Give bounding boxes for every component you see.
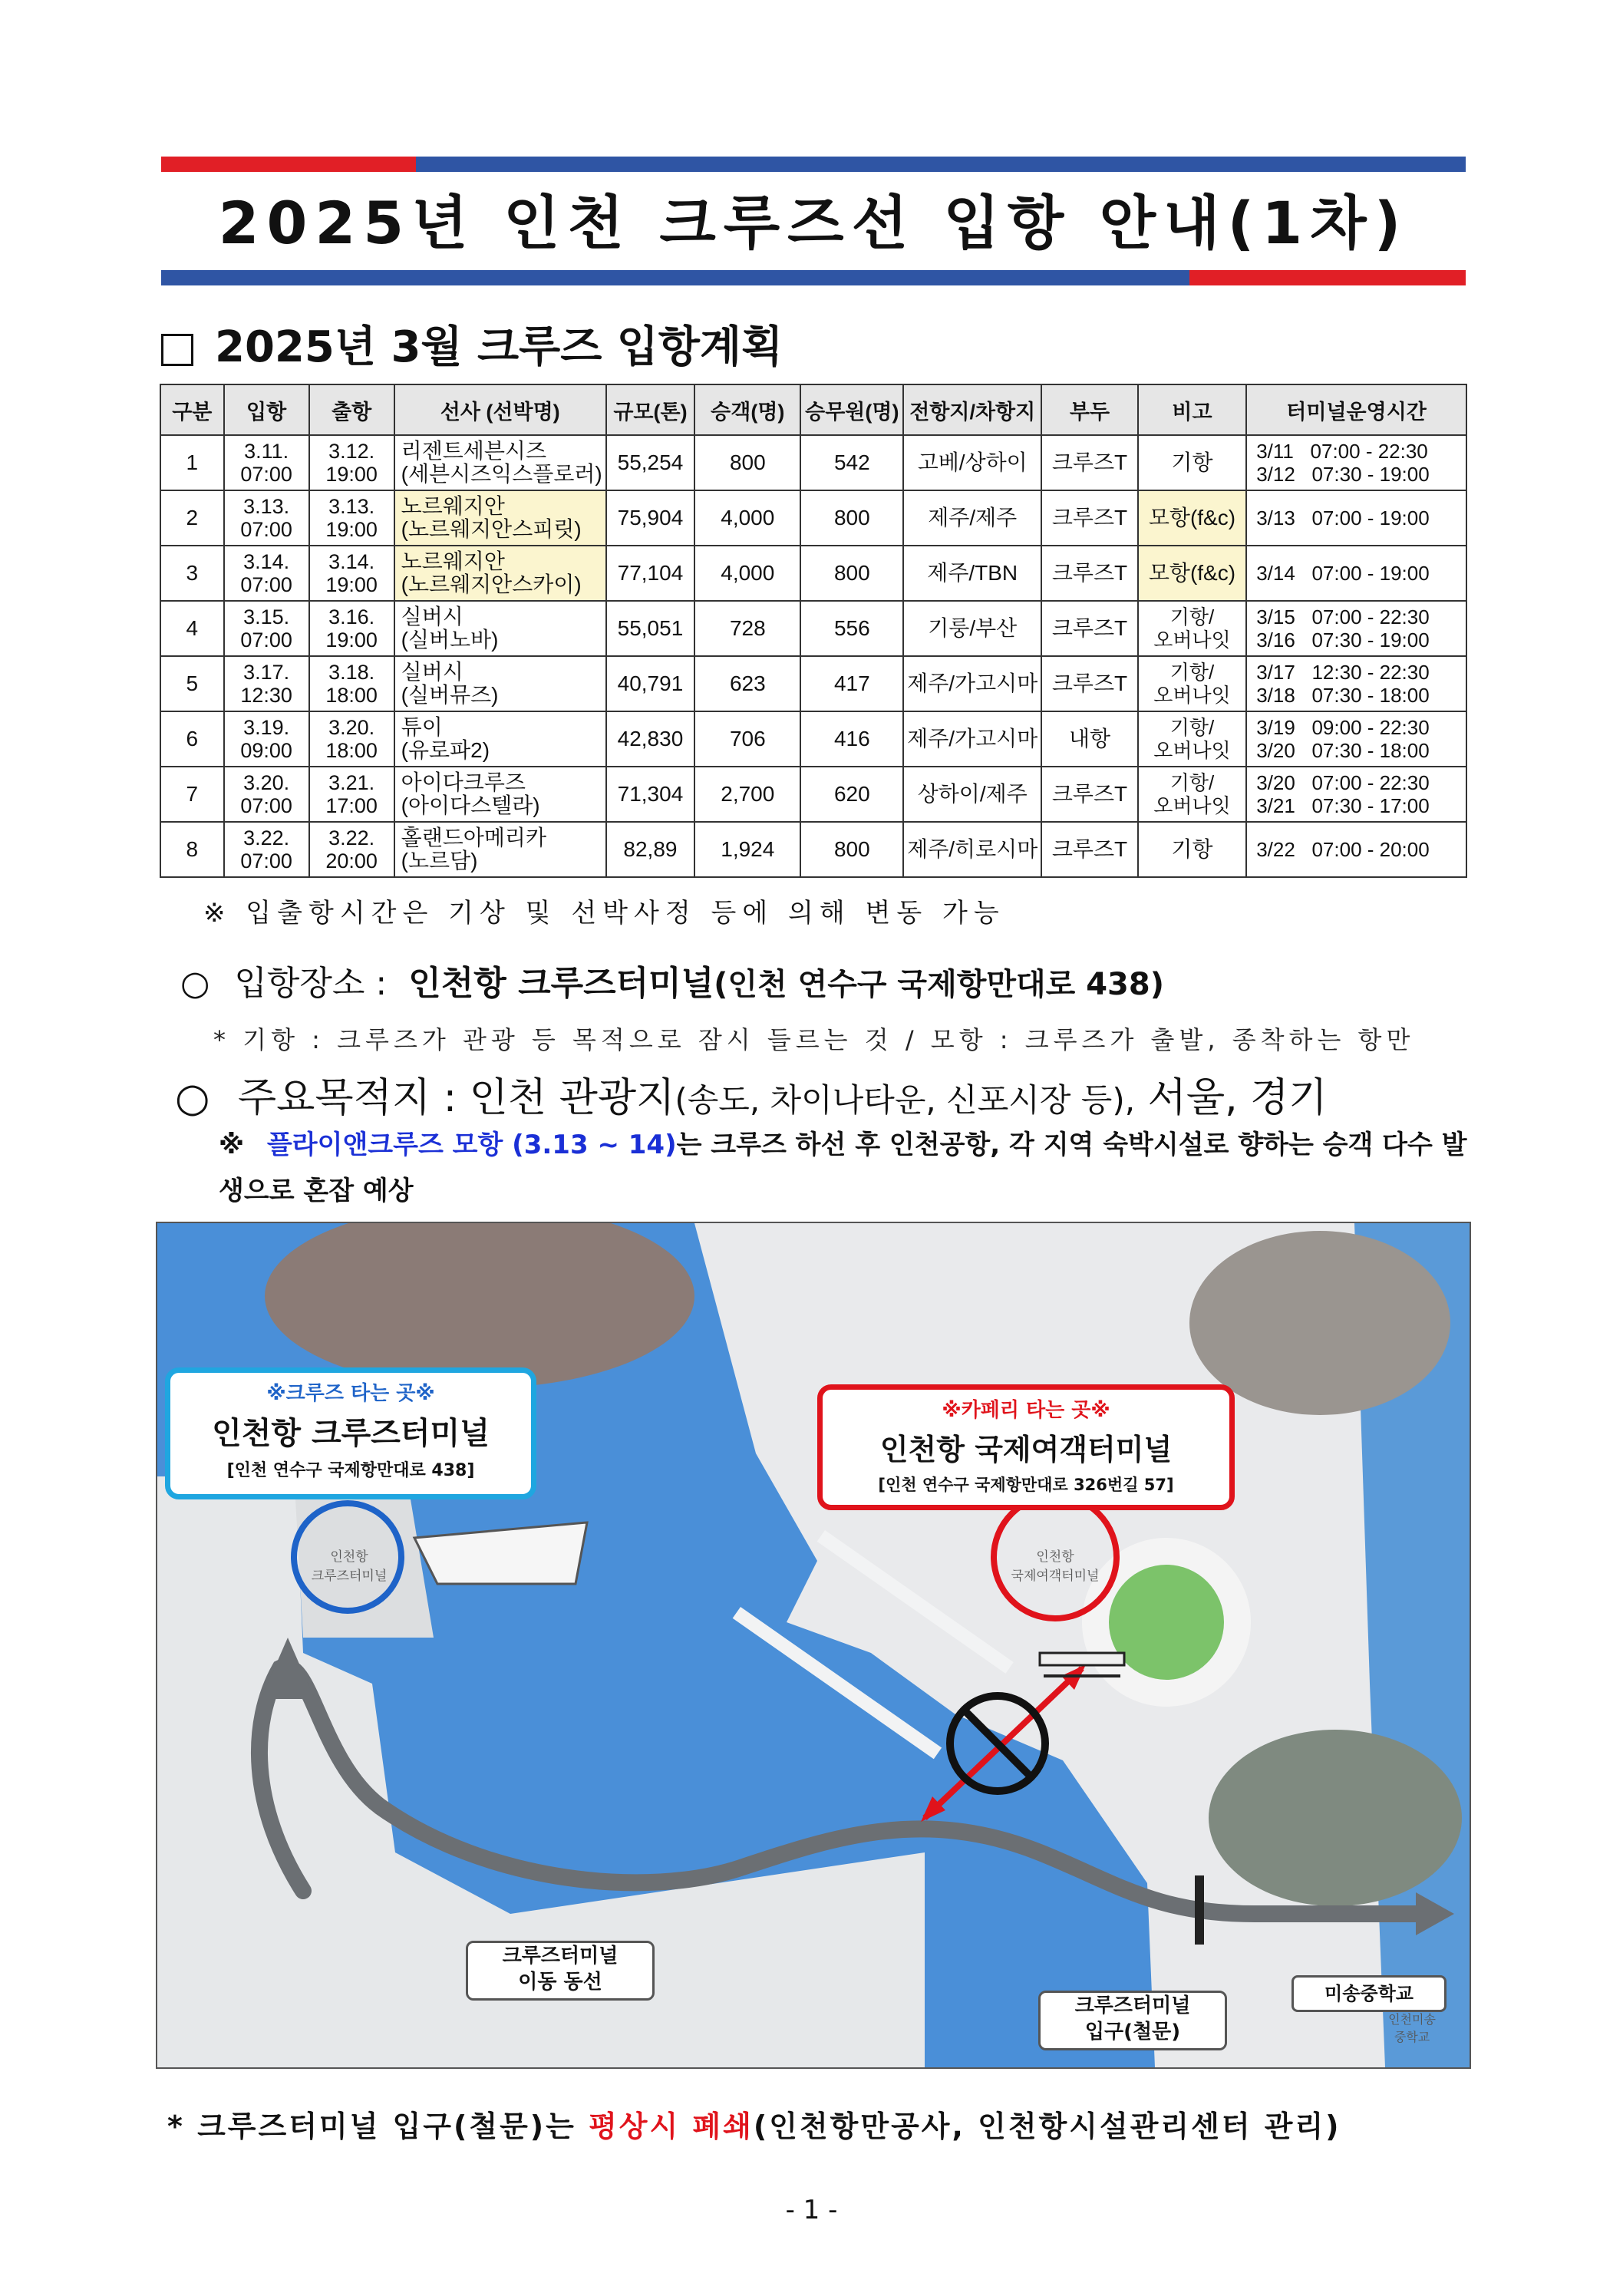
table-row [160, 711, 1466, 767]
cell-in: 3.22. 07:00 [224, 822, 309, 877]
cell-no: 1 [160, 435, 224, 490]
cell-crew: 800 [800, 546, 903, 601]
table-row [160, 546, 1466, 601]
column-header: 전항지/차항지 [903, 384, 1041, 435]
cell-route: 제주/히로시마 [903, 822, 1041, 877]
cell-remark: 모항(f&c) [1138, 490, 1246, 546]
arrival-place-value: 인천항 크루즈터미널 [408, 964, 714, 1003]
cell-term: 3/11 07:00 - 22:30 3/12 07:30 - 19:00 [1246, 435, 1466, 490]
cell-pax: 623 [694, 656, 800, 711]
column-header: 승객(명) [694, 384, 800, 435]
reference-mark-icon: ※ [219, 1130, 245, 1160]
cell-in: 3.14. 07:00 [224, 546, 309, 601]
cell-route: 기룽/부산 [903, 601, 1041, 656]
cell-ship: 아이다크루즈 (아이다스텔라) [394, 767, 606, 822]
cell-no: 3 [160, 546, 224, 601]
table-row [160, 656, 1466, 711]
gate-note-prefix: * 크루즈터미널 입구(철문)는 [167, 2110, 589, 2143]
terminal-map [156, 1222, 1471, 2069]
cell-route: 제주/TBN [903, 546, 1041, 601]
bullet-circle-icon: ○ [180, 964, 210, 1003]
cell-pax: 800 [694, 435, 800, 490]
cell-pier: 크루즈T [1041, 656, 1137, 711]
cell-no: 8 [160, 822, 224, 877]
cell-remark: 모항(f&c) [1138, 546, 1246, 601]
section-heading [161, 313, 783, 374]
cell-out: 3.14. 19:00 [309, 546, 394, 601]
cell-no: 4 [160, 601, 224, 656]
table-row [160, 767, 1466, 822]
cruise-schedule-table [160, 384, 1467, 878]
arrival-place-label: 입항장소 : [234, 964, 388, 1003]
cell-crew: 417 [800, 656, 903, 711]
cell-in: 3.19. 09:00 [224, 711, 309, 767]
bullet-circle-icon: ○ [175, 1075, 210, 1121]
destination-label: 주요목적지 : 인천 관광지 [237, 1075, 675, 1121]
school-label: 미송중학교 [1291, 1975, 1447, 2012]
column-header: 출항 [309, 384, 394, 435]
cell-pax: 706 [694, 711, 800, 767]
table-row [160, 490, 1466, 546]
ferry-terminal-pin-label: 인천항 국제여객터미널 [1011, 1549, 1100, 1584]
gate-closed-note [167, 2103, 1341, 2145]
cell-ship: 노르웨지안 (노르웨지안스카이) [394, 546, 606, 601]
cell-remark: 기항/ 오버나잇 [1138, 656, 1246, 711]
cell-out: 3.16. 19:00 [309, 601, 394, 656]
roundabout-green [1109, 1565, 1224, 1680]
gate-label: 크루즈터미널 입구(철문) [1038, 1991, 1227, 2050]
congestion-warning [219, 1122, 1477, 1214]
cell-ton: 42,830 [606, 711, 694, 767]
page-number: - 1 - [785, 2195, 838, 2225]
cell-ship: 튜이 (유로파2) [394, 711, 606, 767]
route-label: 크루즈터미널 이동 동선 [466, 1941, 655, 2001]
cell-ship: 노르웨지안 (노르웨지안스피릿) [394, 490, 606, 546]
cell-pier: 내항 [1041, 711, 1137, 767]
cell-no: 6 [160, 711, 224, 767]
cell-in: 3.17. 12:30 [224, 656, 309, 711]
cell-pax: 4,000 [694, 546, 800, 601]
cell-crew: 800 [800, 490, 903, 546]
table-row [160, 601, 1466, 656]
cell-ton: 82,89 [606, 822, 694, 877]
cell-in: 3.15. 07:00 [224, 601, 309, 656]
column-header: 부두 [1041, 384, 1137, 435]
cell-ton: 40,791 [606, 656, 694, 711]
cell-pax: 2,700 [694, 767, 800, 822]
gate-photo [1209, 1730, 1462, 1906]
ferry-boarding-box [817, 1384, 1235, 1510]
cell-pier: 크루즈T [1041, 822, 1137, 877]
ferry-boarding-name: 인천항 국제여객터미널 [879, 1433, 1173, 1466]
arrival-place-address: (인천 연수구 국제항만대로 438) [714, 967, 1164, 1002]
cell-crew: 542 [800, 435, 903, 490]
destination-line [175, 1065, 1328, 1123]
cell-ship: 홀랜드아메리카 (노르담) [394, 822, 606, 877]
title-bar-top-blue [416, 157, 1466, 172]
cell-term: 3/13 07:00 - 19:00 [1246, 490, 1466, 546]
title-bar-top-red [161, 157, 416, 172]
column-header: 선사 (선박명) [394, 384, 606, 435]
column-header: 입항 [224, 384, 309, 435]
cell-crew: 620 [800, 767, 903, 822]
cell-ship: 실버시 (실버뮤즈) [394, 656, 606, 711]
cell-term: 3/22 07:00 - 20:00 [1246, 822, 1466, 877]
section-heading-text: 2025년 3월 크루즈 입항계획 [215, 322, 783, 372]
table-header-row [160, 384, 1466, 435]
column-header: 구분 [160, 384, 224, 435]
cell-ship: 리젠트세븐시즈 (세븐시즈익스플로러) [394, 435, 606, 490]
time-change-note: ※ 입출항시간은 기상 및 선박사정 등에 의해 변동 가능 [203, 898, 1005, 929]
map-graphic [157, 1223, 1470, 2067]
warning-text: 는 크루즈 하선 후 인천공항, 각 지역 숙박시설로 향하는 승객 다수 발생으로 혼잡 예상 [219, 1130, 1467, 1206]
cell-crew: 556 [800, 601, 903, 656]
cell-out: 3.22. 20:00 [309, 822, 394, 877]
cell-ton: 55,254 [606, 435, 694, 490]
column-header: 비고 [1138, 384, 1246, 435]
cell-in: 3.13. 07:00 [224, 490, 309, 546]
warning-highlight: 플라이앤크루즈 모항 (3.13 ~ 14) [266, 1130, 677, 1160]
checkbox-square-icon [161, 334, 193, 366]
cell-no: 2 [160, 490, 224, 546]
table-row [160, 822, 1466, 877]
cell-ship: 실버시 (실버노바) [394, 601, 606, 656]
cell-out: 3.18. 18:00 [309, 656, 394, 711]
cell-route: 제주/가고시마 [903, 711, 1041, 767]
title-bar-bottom-red [1189, 270, 1466, 285]
cell-crew: 800 [800, 822, 903, 877]
cell-pier: 크루즈T [1041, 490, 1137, 546]
cruise-boarding-name: 인천항 크루즈터미널 [212, 1416, 490, 1451]
cell-in: 3.11. 07:00 [224, 435, 309, 490]
school-pin-label: 인천미송 중학교 [1388, 2012, 1436, 2044]
barrier-icon [1040, 1653, 1124, 1665]
cell-pax: 728 [694, 601, 800, 656]
cruise-boarding-caption: ※크루즈 타는 곳※ [266, 1382, 435, 1405]
cell-in: 3.20. 07:00 [224, 767, 309, 822]
table-row [160, 435, 1466, 490]
cell-remark: 기항 [1138, 435, 1246, 490]
cell-ton: 71,304 [606, 767, 694, 822]
page-title: 2025년 인천 크루즈선 입항 안내(1차) [218, 189, 1409, 257]
cell-term: 3/19 09:00 - 22:30 3/20 07:30 - 18:00 [1246, 711, 1466, 767]
cell-pier: 크루즈T [1041, 601, 1137, 656]
cell-pax: 4,000 [694, 490, 800, 546]
cell-no: 7 [160, 767, 224, 822]
cell-out: 3.21. 17:00 [309, 767, 394, 822]
cell-pax: 1,924 [694, 822, 800, 877]
gate-marker [1195, 1875, 1204, 1945]
cell-pier: 크루즈T [1041, 546, 1137, 601]
column-header: 규모(톤) [606, 384, 694, 435]
cell-pier: 크루즈T [1041, 435, 1137, 490]
gate-note-suffix: (인천항만공사, 인천항시설관리센터 관리) [753, 2110, 1341, 2143]
cell-term: 3/15 07:00 - 22:30 3/16 07:30 - 19:00 [1246, 601, 1466, 656]
cell-ton: 77,104 [606, 546, 694, 601]
cell-out: 3.20. 18:00 [309, 711, 394, 767]
cell-route: 제주/제주 [903, 490, 1041, 546]
cell-out: 3.12. 19:00 [309, 435, 394, 490]
ferry-boarding-address: [인천 연수구 국제항만대로 326번길 57] [878, 1476, 1174, 1494]
arrival-place-line [180, 955, 1164, 1004]
ferry-boarding-caption: ※카페리 타는 곳※ [942, 1399, 1110, 1422]
cell-route: 제주/가고시마 [903, 656, 1041, 711]
cell-remark: 기항/ 오버나잇 [1138, 711, 1246, 767]
cell-route: 상하이/제주 [903, 767, 1041, 822]
cell-pier: 크루즈T [1041, 767, 1137, 822]
table-body [160, 435, 1466, 877]
title-bar-bottom-blue [161, 270, 1189, 285]
definition-note: * 기항 : 크루즈가 관광 등 목적으로 잠시 들르는 것 / 모항 : 크루즈가 출발, 종착하는 항만 [213, 1025, 1415, 1054]
cell-route: 고베/상하이 [903, 435, 1041, 490]
cell-ton: 55,051 [606, 601, 694, 656]
cell-crew: 416 [800, 711, 903, 767]
cell-remark: 기항/ 오버나잇 [1138, 601, 1246, 656]
cell-ton: 75,904 [606, 490, 694, 546]
cell-remark: 기항 [1138, 822, 1246, 877]
cell-term: 3/20 07:00 - 22:30 3/21 07:30 - 17:00 [1246, 767, 1466, 822]
destination-detail: (송도, 차이나타운, 신포시장 등), [675, 1081, 1136, 1119]
gate-note-closed: 평상시 폐쇄 [589, 2110, 754, 2143]
cruise-boarding-box [165, 1367, 536, 1499]
destination-rest: 서울, 경기 [1135, 1075, 1328, 1121]
cruise-boarding-address: [인천 연수구 국제항만대로 438] [226, 1461, 475, 1480]
cell-out: 3.13. 19:00 [309, 490, 394, 546]
cruise-terminal-pin-label: 인천항 크루즈터미널 [311, 1549, 388, 1584]
column-header: 승무원(명) [800, 384, 903, 435]
column-header: 터미널운영시간 [1246, 384, 1466, 435]
cell-term: 3/17 12:30 - 22:30 3/18 07:30 - 18:00 [1246, 656, 1466, 711]
cell-remark: 기항/ 오버나잇 [1138, 767, 1246, 822]
cell-no: 5 [160, 656, 224, 711]
cell-term: 3/14 07:00 - 19:00 [1246, 546, 1466, 601]
